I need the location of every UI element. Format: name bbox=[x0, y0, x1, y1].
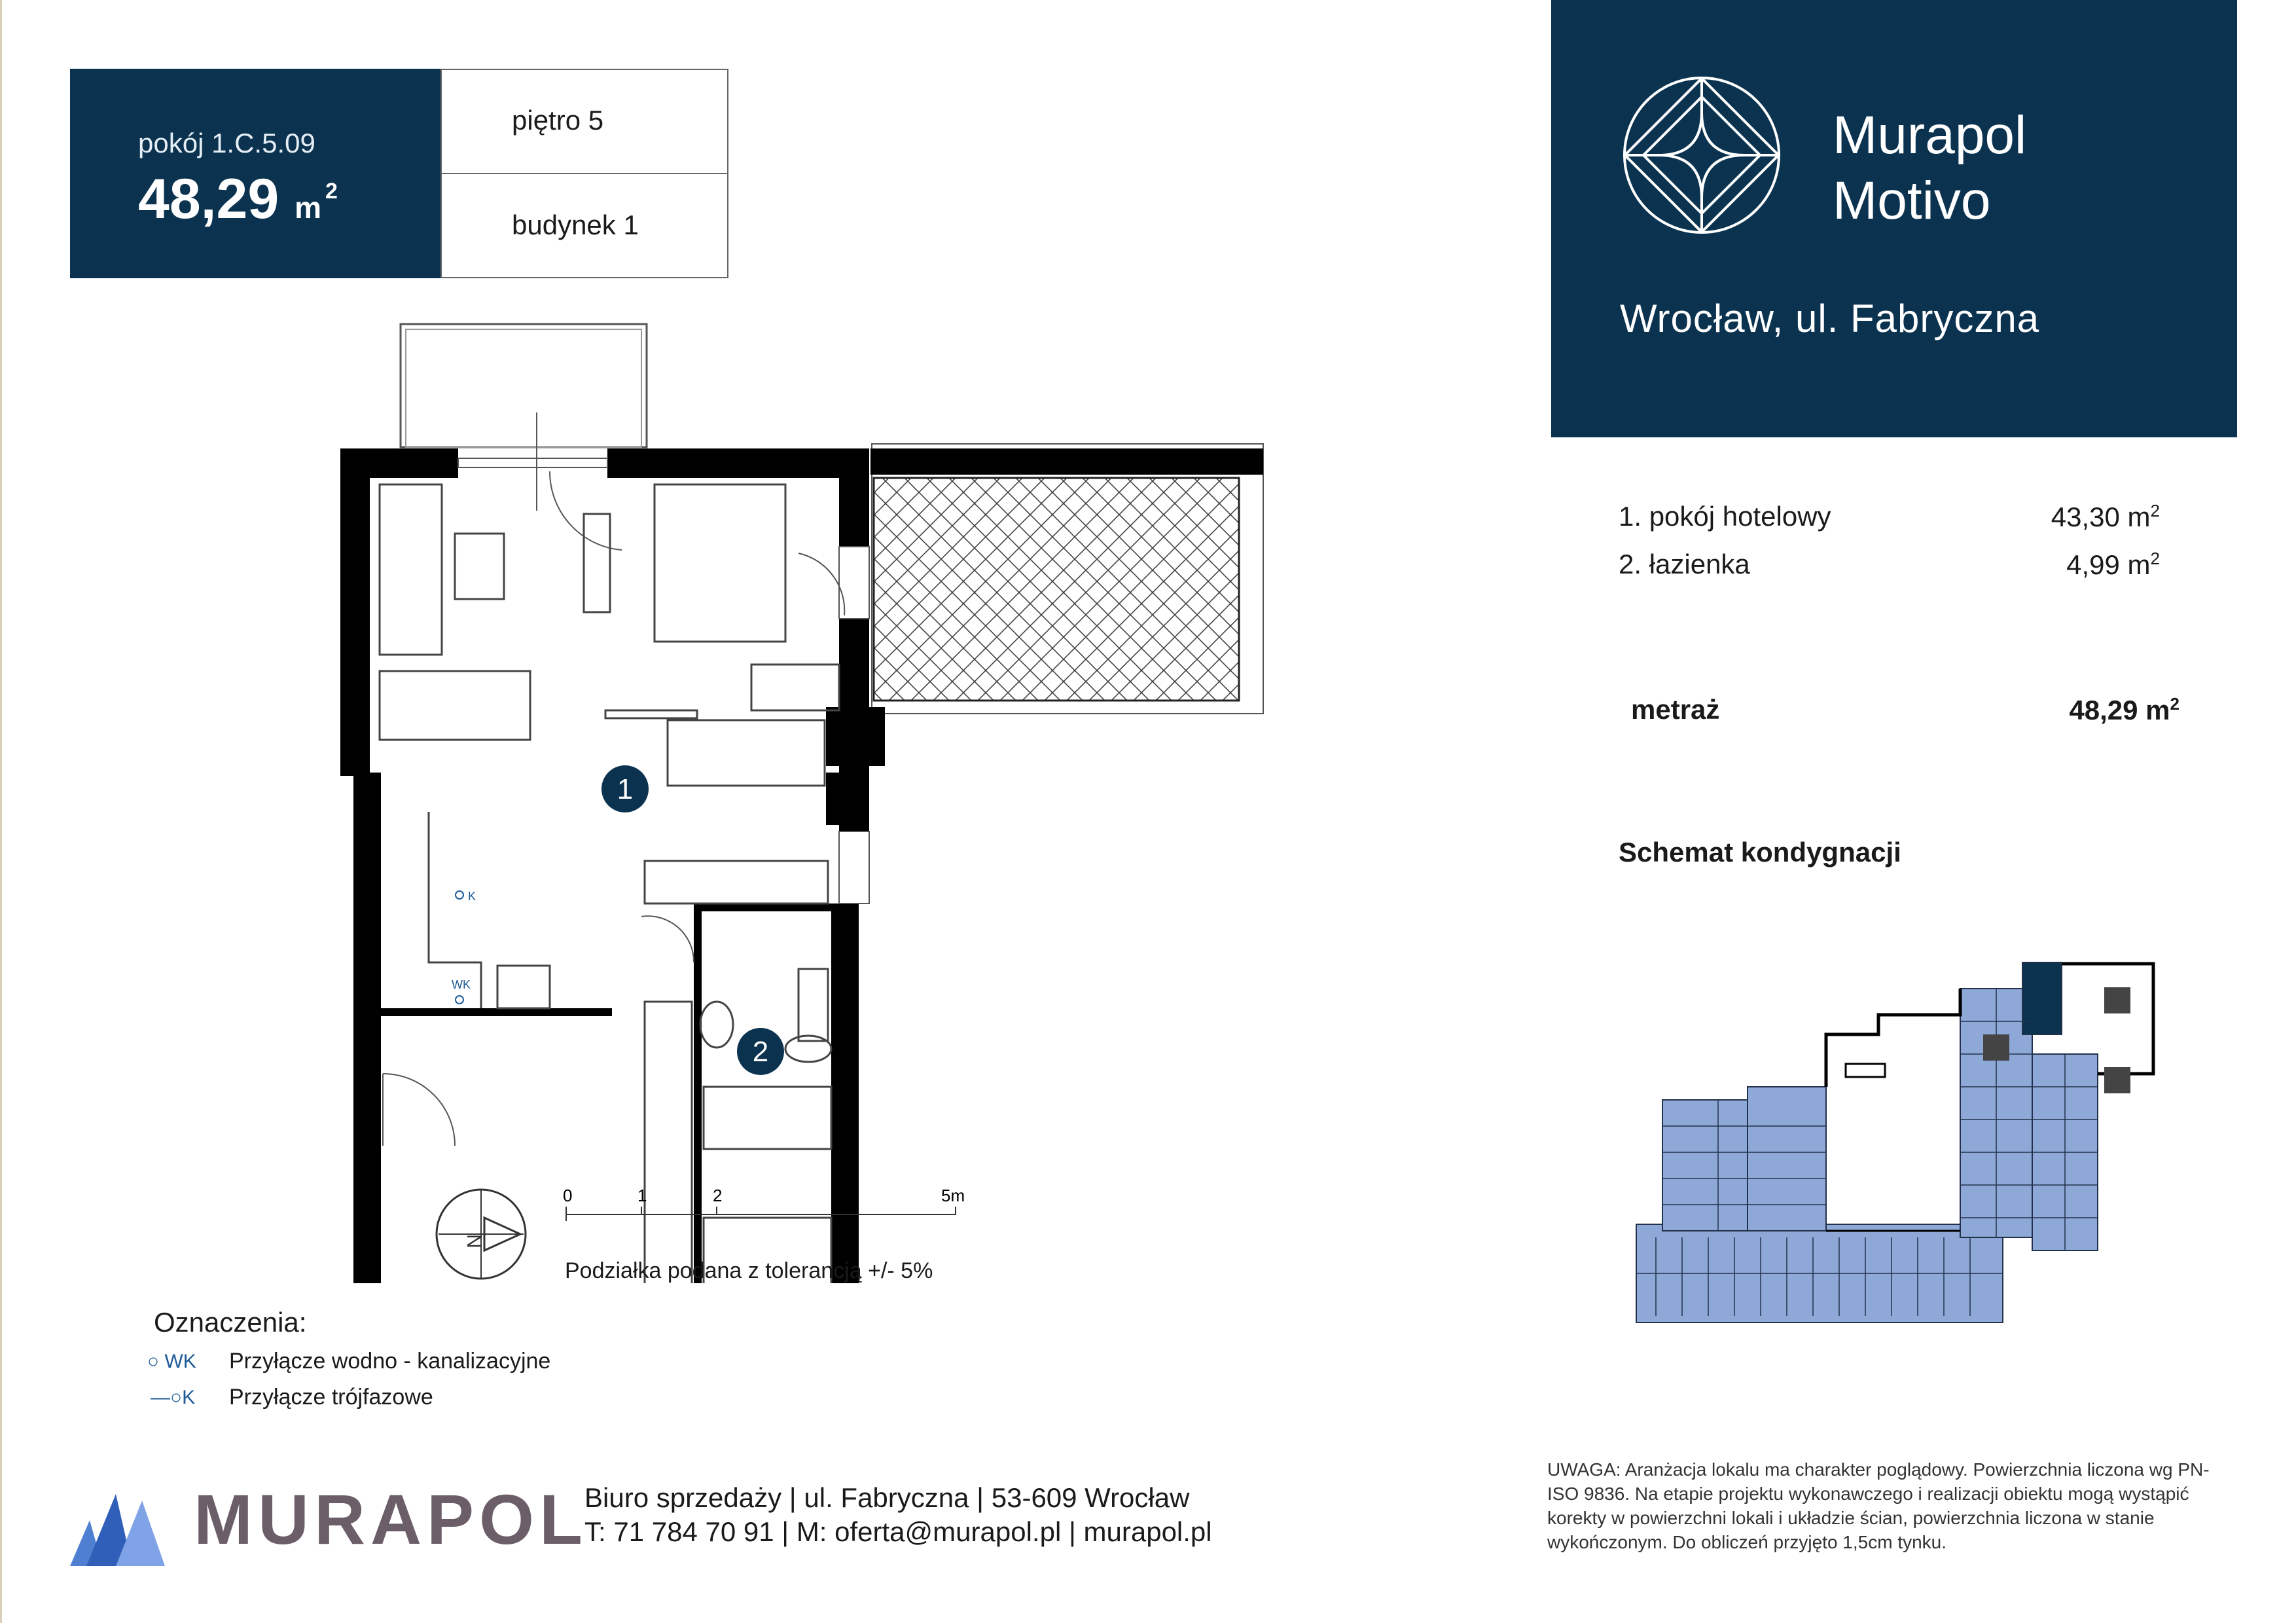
wk-legend-icon: ○ WK bbox=[147, 1351, 196, 1372]
motivo-logo-icon bbox=[1620, 73, 1784, 237]
legal-notice: UWAGA: Aranżacja lokalu ma charakter poglądowy. Powierzchnia liczona wg PN-ISO 9836. Na etapie projektu wykonawczego i realizacji obiektu mogą wystąpić korekty w powierzchni lokali i układzie ścian, powierzchnia liczona w stanie wykończonym. Do obliczeń przyjęto 1,5cm tynku. bbox=[1547, 1459, 2210, 1552]
brand-name-line1: Murapol bbox=[1833, 105, 2027, 165]
total-area-label: metraż bbox=[1631, 694, 1720, 725]
meta-divider bbox=[440, 173, 728, 174]
k-legend-icon: —○K bbox=[151, 1387, 196, 1408]
sales-office-contact: T: 71 784 70 91 | M: oferta@murapol.pl | murapol.pl bbox=[584, 1516, 1212, 1547]
legend-k-text: Przyłącze trójfazowe bbox=[229, 1385, 433, 1410]
room-marker-1: 1 bbox=[617, 773, 634, 805]
floor-schema bbox=[1630, 956, 2160, 1342]
unit-info-panel bbox=[70, 69, 440, 278]
murapol-wordmark: MURAPOL bbox=[194, 1480, 588, 1559]
murapol-logo-icon bbox=[70, 1494, 165, 1566]
floor-schema-title: Schemat kondygnacji bbox=[1619, 837, 1901, 867]
room-marker-2: 2 bbox=[752, 1036, 769, 1068]
building-label: budynek 1 bbox=[512, 210, 639, 240]
room-name-2: 2. łazienka bbox=[1619, 549, 1750, 579]
scale-bar bbox=[563, 1182, 982, 1234]
brand-name-line2: Motivo bbox=[1833, 171, 1991, 230]
unit-area: 48,29 m $^2$ bbox=[138, 168, 338, 230]
floor-label: piętro 5 bbox=[512, 105, 604, 136]
compass-icon bbox=[425, 1178, 537, 1290]
scale-tick-1: 1 bbox=[637, 1186, 647, 1205]
room-number: pokój 1.C.5.09 bbox=[138, 128, 315, 158]
scale-tick-0: 0 bbox=[563, 1186, 573, 1205]
total-area-value: 48,29 $m^2$ bbox=[2069, 694, 2179, 725]
floor-plan bbox=[340, 314, 1309, 1283]
page-edge-rule bbox=[0, 0, 2, 1623]
k-marker: K bbox=[468, 890, 476, 903]
room-area-1: 43,30 $m^2$ bbox=[2051, 501, 2160, 532]
scale-note: Podziałka podana z tolerancją +/- 5% bbox=[565, 1258, 933, 1283]
scale-tick-5: 5m bbox=[941, 1186, 965, 1205]
scale-tick-2: 2 bbox=[713, 1186, 723, 1205]
room-name-1: 1. pokój hotelowy bbox=[1619, 501, 1831, 532]
wk-marker: WK bbox=[452, 978, 471, 991]
legend-title: Oznaczenia: bbox=[154, 1307, 307, 1338]
room-area-2: 4,99 $m^2$ bbox=[2066, 549, 2160, 580]
legend-wk-text: Przyłącze wodno - kanalizacyjne bbox=[229, 1349, 551, 1374]
svg-text:N: N bbox=[463, 1234, 484, 1249]
brand-location: Wrocław, ul. Fabryczna bbox=[1620, 297, 2040, 340]
sales-office-address: Biuro sprzedaży | ul. Fabryczna | 53-609 Wrocław bbox=[584, 1482, 1190, 1513]
